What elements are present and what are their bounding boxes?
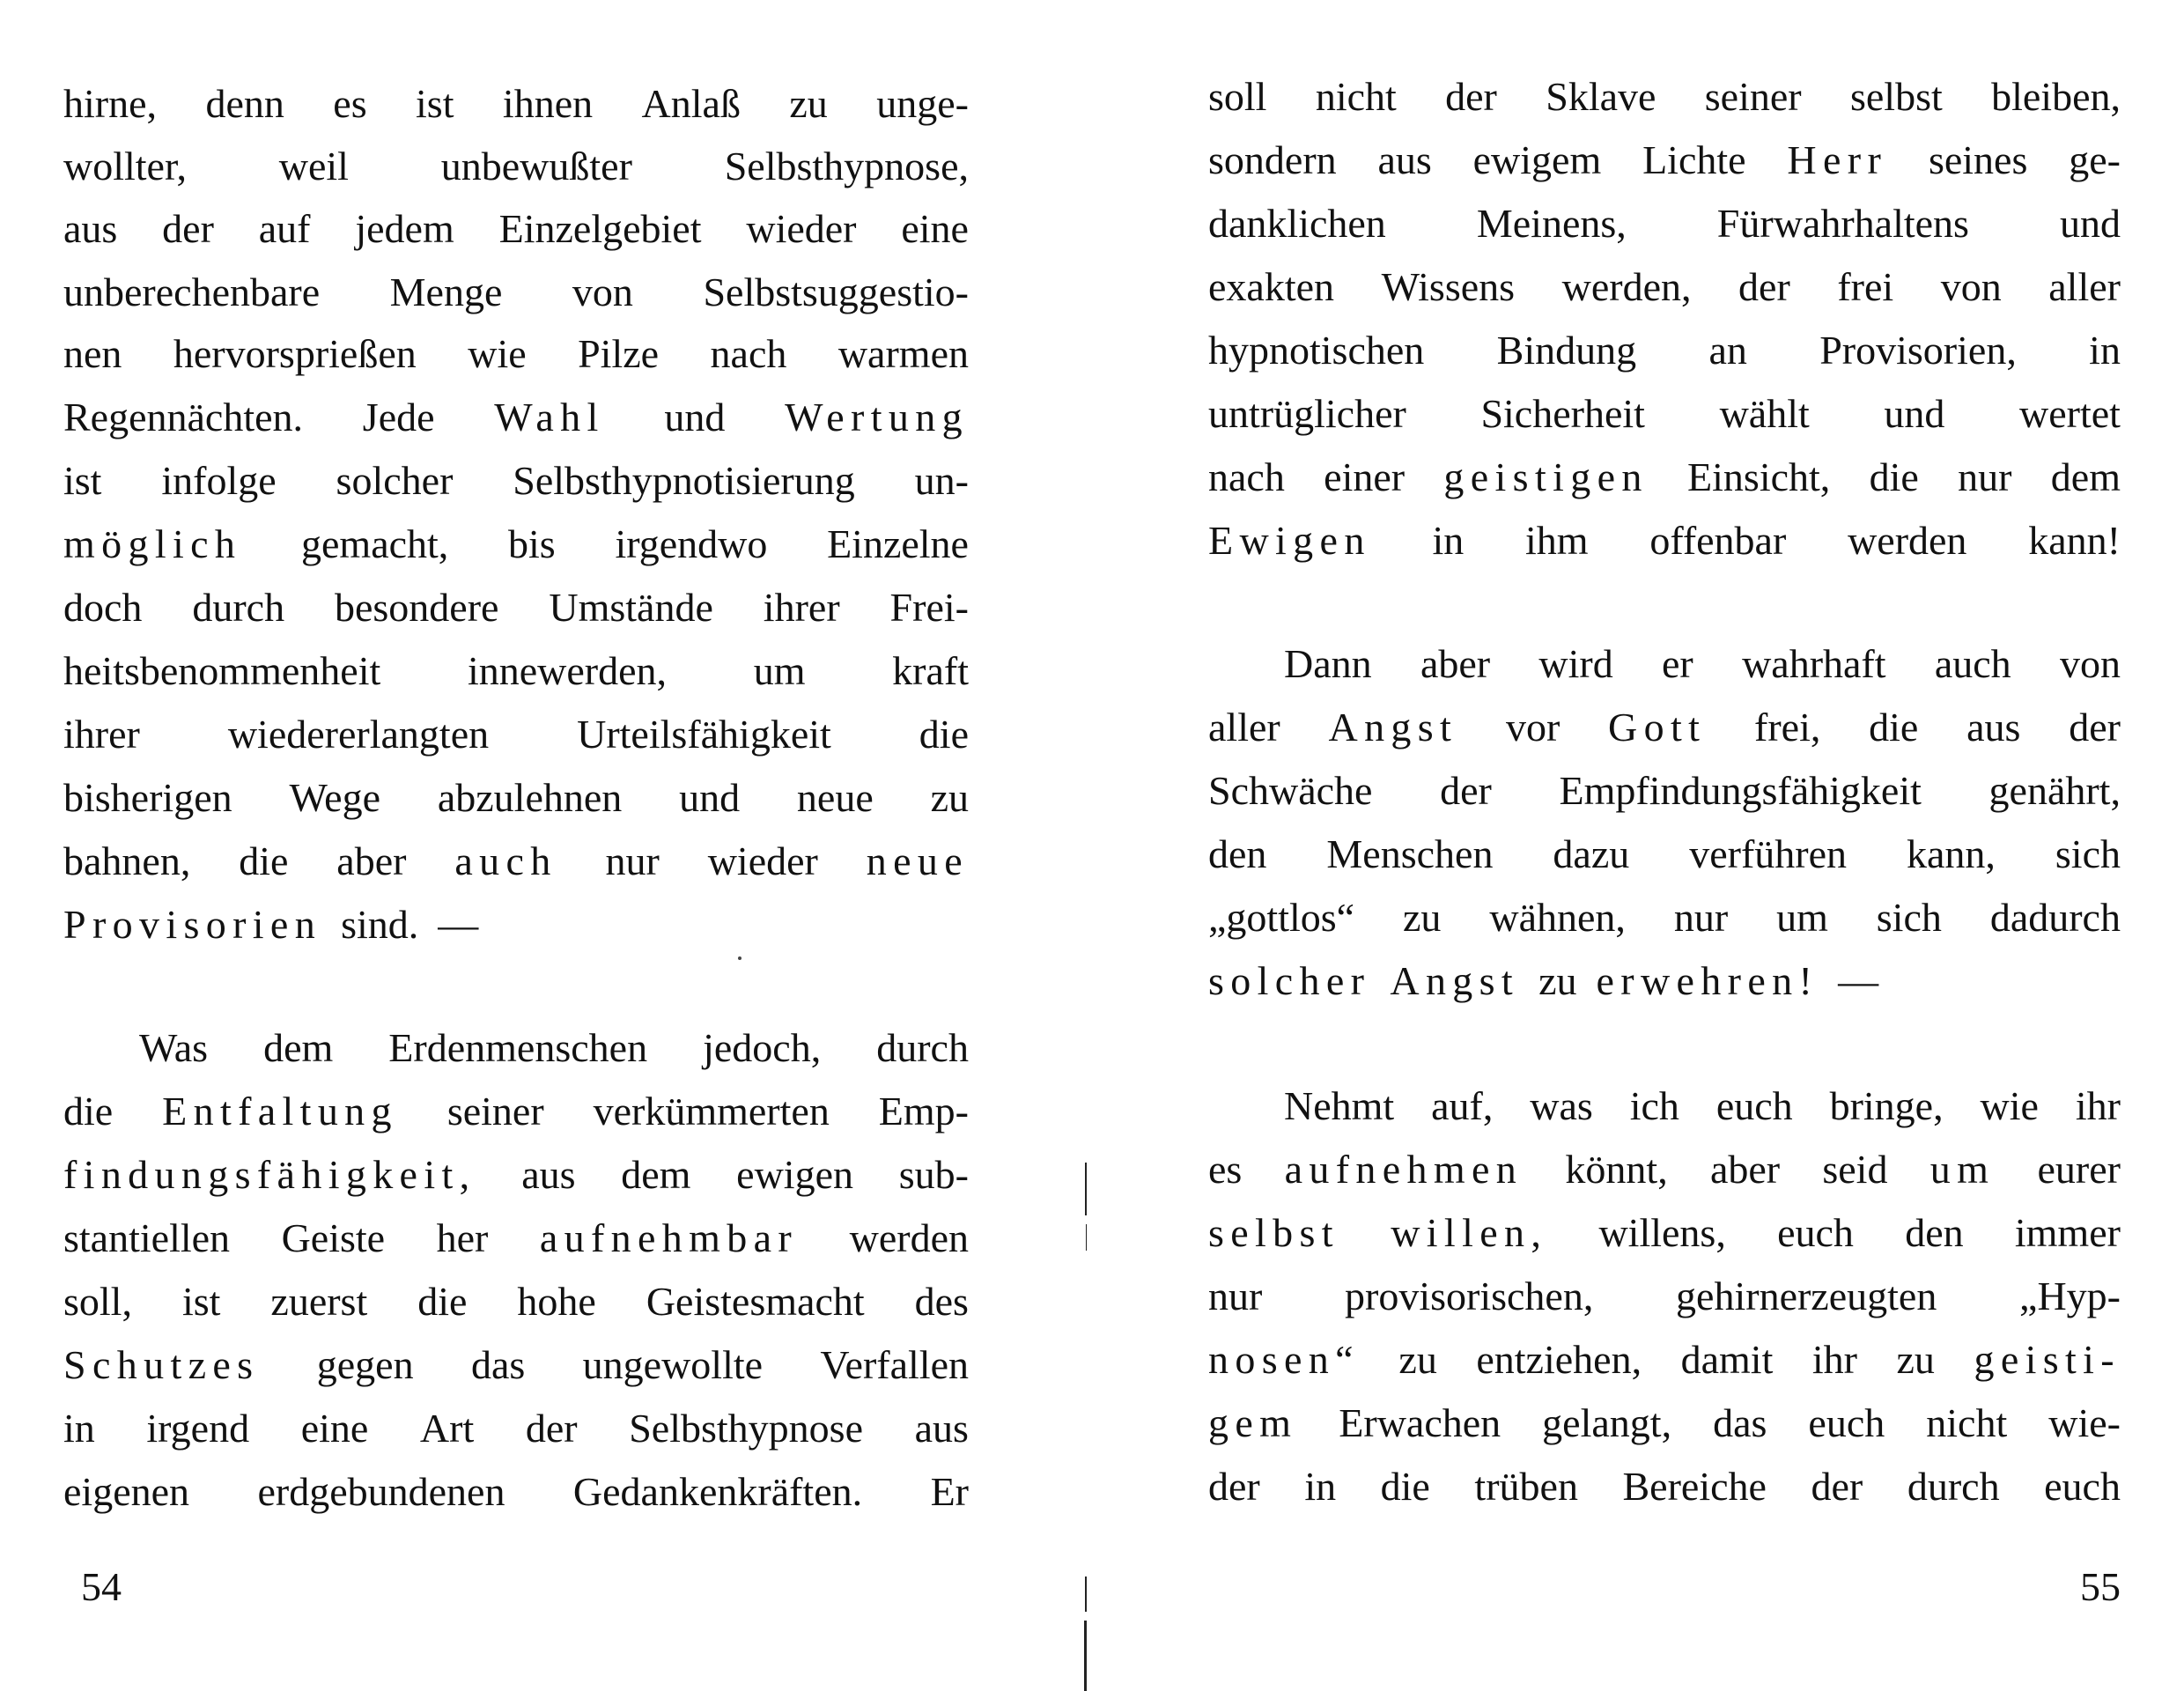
word: zu [930,775,969,820]
word: einer [1324,454,1406,499]
word: Erwachen [1339,1400,1502,1445]
word: das [1713,1400,1767,1445]
word: frei [1837,264,1894,309]
word: sind. [341,902,419,947]
word: Provisorien [63,902,322,947]
word: Schutzes [63,1342,260,1387]
word: vor [1505,705,1561,750]
word: Umstände [549,585,713,630]
word: un- [914,458,969,503]
word: innewerden, [467,648,668,693]
word: dem [621,1152,691,1197]
word: zu [1403,895,1442,940]
word: — [1838,958,1879,1003]
word: offenbar [1649,518,1787,563]
word: bringe, [1829,1083,1944,1128]
word: Entfaltung [162,1089,398,1133]
word: Herr [1787,137,1888,182]
word: Einzelgebiet [498,206,702,251]
word: um [1929,1147,1996,1192]
word: denn [205,81,284,126]
word: Menschen [1326,831,1494,876]
word: auf [258,206,311,251]
word: Einsicht, [1687,454,1831,499]
word: was [1530,1083,1593,1128]
word: wie [468,331,527,376]
word: der [1811,1464,1863,1509]
word: bahnen, [63,838,191,883]
word: der [1208,1464,1260,1509]
word: irgend [146,1406,250,1451]
word: soll, [63,1279,132,1324]
word: des [914,1279,969,1324]
word: Er [930,1469,969,1514]
word: durch [876,1025,969,1070]
word: die [1869,454,1919,499]
word: ewigen [736,1152,854,1197]
word: jedoch, [703,1025,822,1070]
word: provisorischen, [1345,1274,1594,1318]
word: kraft [892,648,969,693]
word: aufnehmen [1284,1147,1524,1192]
word: wiedererlangten [227,712,490,757]
word: hohe [517,1279,596,1324]
word: gelangt, [1542,1400,1672,1445]
text-line [1208,509,2121,572]
word: abzulehnen [437,775,623,820]
word: wird [1538,641,1613,686]
word: nach [710,331,787,376]
word: seid [1822,1147,1888,1192]
word: solcher [1208,958,1371,1003]
word: den [1208,831,1267,876]
word: hervorsprießen [173,331,417,376]
word: sich [1876,895,1942,940]
text-line [1208,255,2121,319]
word: wieder [707,838,818,883]
word: Menge [389,270,503,314]
word: und [2059,201,2121,246]
word: jedem [355,206,454,251]
text-line [63,639,969,703]
text-line [63,1333,969,1397]
word: euch [1777,1210,1854,1255]
word: Wahl [494,395,605,439]
word: den [1905,1210,1964,1255]
word: sondern [1208,137,1337,182]
word: in [1432,518,1465,563]
word: die [239,838,289,883]
text-line [63,386,969,449]
word: seiner [1704,74,1802,119]
word: könnt, [1565,1147,1668,1192]
word: wie- [2048,1400,2121,1445]
text-line [1208,1138,2121,1201]
text-line [1208,1392,2121,1455]
text-line [63,135,969,198]
word: Geistesmacht [646,1279,865,1324]
word: wieder [746,206,857,251]
word: exakten [1208,264,1335,309]
word: Empfindungsfähigkeit [1559,768,1922,813]
left-page [0,0,1057,1691]
word: „gottlos“ [1208,895,1355,940]
word: ihrer [63,712,140,757]
word: aus [521,1152,576,1197]
word: willens, [1598,1210,1726,1255]
text-line [1208,1265,2121,1328]
word: Art [419,1406,475,1451]
word: aus [1377,137,1432,182]
text-line [1208,886,2121,949]
word: verkümmerten [593,1089,830,1133]
word: aufnehmbar [539,1215,799,1260]
word: eurer [2037,1147,2121,1192]
word: nen [63,331,122,376]
word: Angst [1390,958,1520,1003]
word: werden, [1561,264,1692,309]
word: ihrer [763,585,840,630]
word: wahrhaft [1742,641,1886,686]
word: hypnotischen [1208,328,1425,373]
text-line [63,830,969,893]
text-line [63,513,969,576]
word: das [470,1342,526,1387]
word: Wissens [1381,264,1516,309]
word: aller [2048,264,2121,309]
word: — [438,902,479,947]
word: Provisorien, [1819,328,2017,373]
word: „Hyp- [2019,1274,2121,1318]
word: seiner [446,1089,544,1133]
word: nur [1673,895,1729,940]
word: kann! [2028,518,2121,563]
word: von [1940,264,2002,309]
text-line [63,703,969,766]
word: um [753,648,806,693]
word: entziehen, [1476,1337,1642,1382]
word: es [333,81,367,126]
word: infolge [161,458,277,503]
text-line [63,449,969,513]
word: dazu [1553,831,1630,876]
word: nicht [1926,1400,2008,1445]
word: er [1662,641,1693,686]
word: selbst [1849,74,1943,119]
word: ihm [1525,518,1589,563]
word: wie [1980,1083,2039,1128]
word: Pilze [578,331,660,376]
word: auch [454,838,557,883]
text-line [63,1016,969,1080]
word: immer [2014,1210,2121,1255]
word: doch [63,585,143,630]
word: nicht [1315,74,1397,119]
word: selbst [1208,1210,1339,1255]
word: aber [1709,1147,1781,1192]
text-line [1208,446,2121,509]
word: Was [139,1025,209,1070]
word: bisherigen [63,775,232,820]
page-number-left: 54 [81,1564,122,1609]
word: gem [1208,1400,1298,1445]
word: heitsbenommenheit [63,648,381,693]
word: durch [1907,1464,2000,1509]
word: an [1708,328,1747,373]
word: genährt, [1988,768,2121,813]
word: euch [1808,1400,1885,1445]
word: seines [1928,137,2028,182]
word: unge- [876,81,969,126]
word: soll [1208,74,1267,119]
word: der [525,1406,578,1451]
text-line [1208,1455,2121,1518]
word: Bereiche [1622,1464,1767,1509]
word: um [1776,895,1828,940]
word: dadurch [1989,895,2121,940]
word: zu [1398,1337,1437,1382]
word: untrüglicher [1208,391,1406,436]
word: Erdenmenschen [388,1025,648,1070]
word: Angst [1328,705,1458,750]
word: werden [1848,518,1967,563]
text-line [1208,129,2121,192]
word: werden [849,1215,969,1260]
word: Anlaß [641,81,741,126]
text-line [63,576,969,639]
word: Selbsthypnotisierung [513,458,855,503]
word: Selbsthypnose [629,1406,863,1451]
word: verführen [1689,831,1848,876]
word: unberechenbare [63,270,321,314]
word: zu [789,81,828,126]
word: erwehren! [1596,958,1819,1003]
word: eine [901,206,969,251]
word: Fürwahrhaltens [1716,201,1969,246]
word: frei, [1754,705,1821,750]
word: Emp- [878,1089,969,1133]
word: irgendwo [615,521,768,566]
word: Frei- [889,585,969,630]
text-line [63,1143,969,1207]
word: aller [1208,705,1280,750]
word: die [1380,1464,1430,1509]
word: ich [1629,1083,1679,1128]
word: eine [300,1406,369,1451]
text-line [1208,632,2121,696]
word: Selbstsuggestio- [703,270,969,314]
word: nosen“ [1208,1337,1360,1382]
word: stantiellen [63,1215,231,1260]
word: aber [1420,641,1491,686]
word: Meinens, [1476,201,1627,246]
text-line [63,893,969,956]
word: ihr [1811,1337,1857,1382]
word: ge- [2069,137,2121,182]
word: Selbsthypnose, [724,144,969,188]
word: die [417,1279,468,1324]
word: Wege [289,775,381,820]
word: wollter, [63,144,187,188]
word: sich [2055,831,2121,876]
text-line [63,1080,969,1143]
word: dem [263,1025,334,1070]
word: euch [1715,1083,1793,1128]
word: Einzelne [827,521,969,566]
word: der [1445,74,1497,119]
word: ist [416,81,454,126]
word: neue [866,838,969,883]
word: in [1304,1464,1337,1509]
text-line [63,1460,969,1524]
word: solcher [336,458,454,503]
text-line [63,72,969,136]
word: ungewollte [582,1342,764,1387]
word: aus [1966,705,2021,750]
word: Gedankenkräften. [572,1469,863,1514]
word: nur [1958,454,2012,499]
word: wählt [1719,391,1810,436]
word: die [919,712,969,757]
word: nach [1208,454,1285,499]
word: weil [278,144,349,188]
right-page [1110,0,2184,1691]
word: geisti- [1974,1337,2121,1382]
word: Dann [1284,641,1372,686]
word: gegen [316,1342,414,1387]
word: auch [1934,641,2011,686]
word: möglich [63,521,242,566]
word: durch [192,585,285,630]
word: auf, [1431,1083,1494,1128]
word: ihnen [502,81,594,126]
word: trüben [1474,1464,1578,1509]
word: euch [2044,1464,2121,1509]
text-line [1208,382,2121,446]
text-line [1208,1201,2121,1265]
word: Lichte [1642,137,1746,182]
word: Geiste [281,1215,386,1260]
text-line [1208,823,2121,886]
text-line [1208,65,2121,129]
text-line [63,1270,969,1333]
word: sub- [898,1152,969,1197]
text-line [63,197,969,261]
word: besondere [334,585,499,630]
book-gutter [1081,1163,1092,1691]
word: danklichen [1208,201,1386,246]
word: Wertung [785,395,969,439]
word: nur [605,838,660,883]
word: willen, [1391,1210,1548,1255]
text-line [1208,319,2121,382]
text-line [1208,949,2121,1013]
word: eigenen [63,1469,190,1514]
word: in [63,1406,95,1451]
word: her [436,1215,489,1260]
word: und [679,775,741,820]
word: zuerst [270,1279,368,1324]
word: der [2069,705,2121,750]
text-line [63,322,969,386]
page-number-right: 55 [2080,1564,2121,1609]
word: ewigem [1472,137,1602,182]
text-line [63,261,969,324]
word: Regennächten. [63,395,304,439]
word: Jede [362,395,435,439]
word: aber [336,838,407,883]
text-line [63,1397,969,1460]
word: ist [63,458,102,503]
text-line [1208,192,2121,255]
word: von [2059,641,2121,686]
word: neue [796,775,874,820]
word: der [1440,768,1492,813]
print-speck [738,956,742,960]
word: der [1738,264,1790,309]
text-line [63,766,969,830]
word: gemacht, [301,521,449,566]
word: kann, [1907,831,1996,876]
word: von [572,270,633,314]
word: dem [2050,454,2121,499]
word: Nehmt [1284,1083,1395,1128]
word: Ewigen [1208,518,1371,563]
word: Gott [1608,705,1707,750]
word: aus [914,1406,969,1451]
word: und [664,395,726,439]
word: bleiben, [1991,74,2121,119]
word: wertet [2019,391,2121,436]
word: erdgebundenen [257,1469,505,1514]
text-line [63,1207,969,1270]
word: zu [1538,958,1577,1003]
word: Urteilsfähigkeit [577,712,831,757]
word: wähnen, [1489,895,1626,940]
word: und [1884,391,1945,436]
word: Schwäche [1208,768,1373,813]
word: bis [508,521,556,566]
word: unbewußter [440,144,632,188]
word: findungsfähigkeit, [63,1152,476,1197]
word: die [63,1089,114,1133]
word: damit [1680,1337,1774,1382]
word: die [1869,705,1919,750]
word: warmen [837,331,969,376]
word: zu [1896,1337,1935,1382]
word: in [2089,328,2121,373]
word: Sklave [1546,74,1656,119]
word: Bindung [1496,328,1637,373]
word: der [162,206,214,251]
word: es [1208,1147,1243,1192]
word: nur [1208,1274,1263,1318]
word: geistigen [1443,454,1649,499]
text-line [1208,696,2121,759]
text-line [1208,1074,2121,1138]
word: hirne, [63,81,158,126]
text-line [1208,759,2121,823]
word: ist [181,1279,221,1324]
word: Verfallen [820,1342,969,1387]
word: Sicherheit [1480,391,1645,436]
word: gehirnerzeugten [1676,1274,1937,1318]
word: ihr [2075,1083,2121,1128]
text-line [1208,1328,2121,1392]
word: aus [63,206,118,251]
